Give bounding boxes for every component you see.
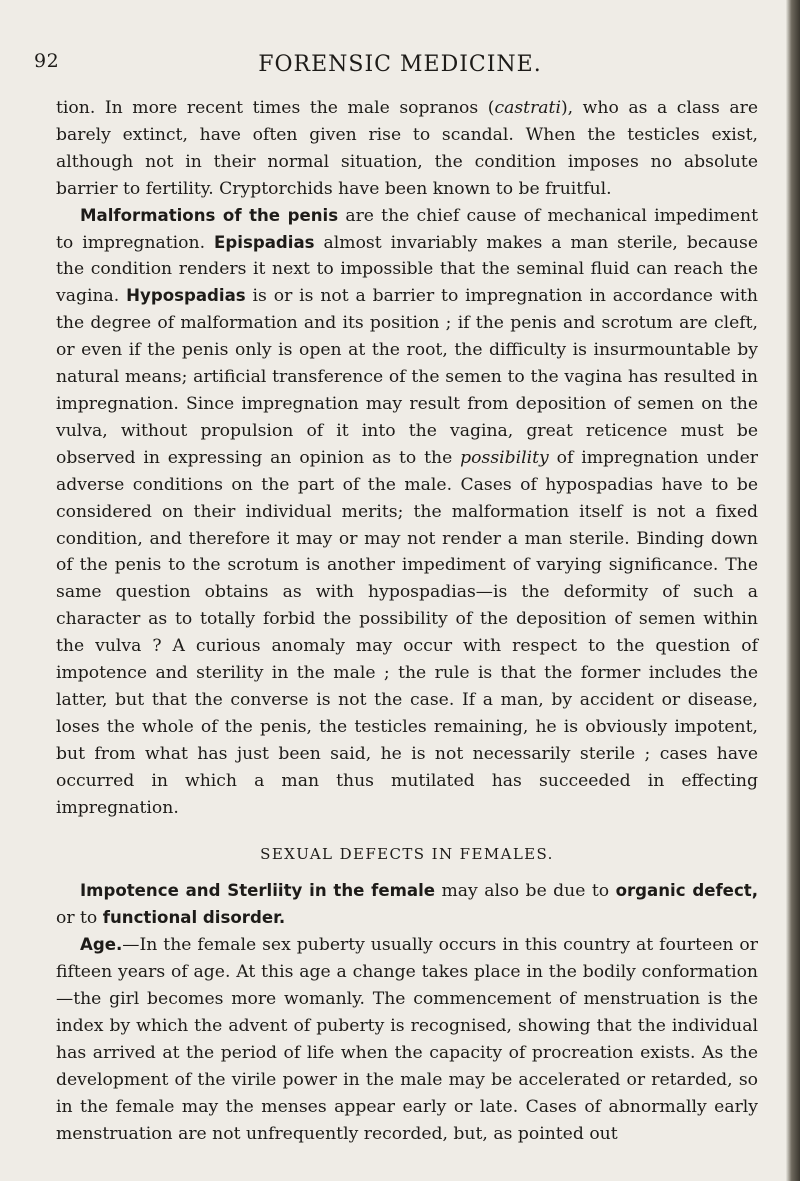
text-run: ), who as a class are barely extinct, have often given rise to scandal. When the testicles exist, although not in their normal situation, the condition imposes no absolute barrier to fertility. Cryptorchids have been known to be fruitful. — [56, 98, 758, 199]
text-run: or to — [56, 908, 103, 929]
page-edge-shadow — [786, 0, 800, 1181]
paragraph-malformations — [56, 203, 758, 822]
paragraph-castrati — [56, 95, 758, 203]
italic-term: possibility — [460, 447, 549, 468]
italic-term: castrati — [494, 98, 561, 118]
text-run: tion. In more recent times the male sopranos ( — [56, 98, 495, 118]
text-run: —In the female sex puberty usually occurs in this country at fourteen or fifteen years of age. At this age a change takes place in the bodily conformation—the girl becomes more womanly. The commencement of menstruation is the index by which the advent of puberty is recognised, showing that the individual has arrived at the period of life when the capacity of procreation exists. As the development of the virile power in the male may be accelerated or retarded, so in the female may the menses appear early or late. Cases of abnormally early menstruation are not unfrequently recorded, but, as pointed out — [56, 935, 758, 1144]
paragraph-age — [56, 932, 758, 1147]
body-text — [56, 95, 758, 1147]
bold-lead: Malformations of the penis — [80, 205, 339, 225]
bold-term: organic defect, — [615, 881, 759, 901]
paragraph-impotence — [56, 878, 758, 932]
text-run: almost invariably makes a man sterile, because the condition renders it next to impossible that the seminal fluid can reach the vagina. — [56, 232, 758, 307]
section-heading: SEXUAL DEFECTS IN FEMALES. — [260, 845, 554, 864]
bold-term: Hypospadias — [126, 286, 246, 306]
bold-term: Epispadias — [214, 232, 315, 252]
running-head: FORENSIC MEDICINE. — [258, 52, 542, 77]
bold-lead: Impotence and Sterliity in the female — [80, 881, 436, 901]
bold-lead: Age. — [80, 935, 123, 955]
text-run: of impregnation under adverse conditions on the part of the male. Cases of hypospadias have to be considered on their individual merits; the malformation itself is not a fixed condition, and therefore it may or may not render a man sterile. Binding down of the penis to the scrotum is another impediment of varying significance. The same question obtains as with hypospadias—is the deformity of such a character as to totally forbid the possibility of the deposition of semen within the vulva ? A curious anomaly may occur with respect to the question of impotence and sterility in the male ; the rule is that the former includes the latter, but that the converse is not the case. If a man, by accident or disease, loses the whole of the penis, the testicles remaining, he is obviously impotent, but from what has just been said, he is not necessarily sterile ; cases have occurred in which a man thus mutilated has succeeded in effecting impregnation. — [56, 447, 758, 818]
text-run: may also be due to — [435, 881, 616, 902]
text-run: are the chief cause of mechanical impediment to impregnation. — [56, 205, 758, 253]
page-number: 92 — [34, 50, 60, 72]
bold-term: functional disorder. — [102, 908, 286, 928]
text-run: is or is not a barrier to impregnation in accordance with the degree of malformation and its position ; if the penis and scrotum are cleft, or even if the penis only is open at the root, the difficulty is insurmountable by natural means; artificial transference of the semen to the vagina has resulted in impregnation. Since impregnation may result from deposition of semen on the vulva, without propulsion of it into the vagina, great reticence must be observed in expressing an opinion as to the — [56, 286, 758, 468]
